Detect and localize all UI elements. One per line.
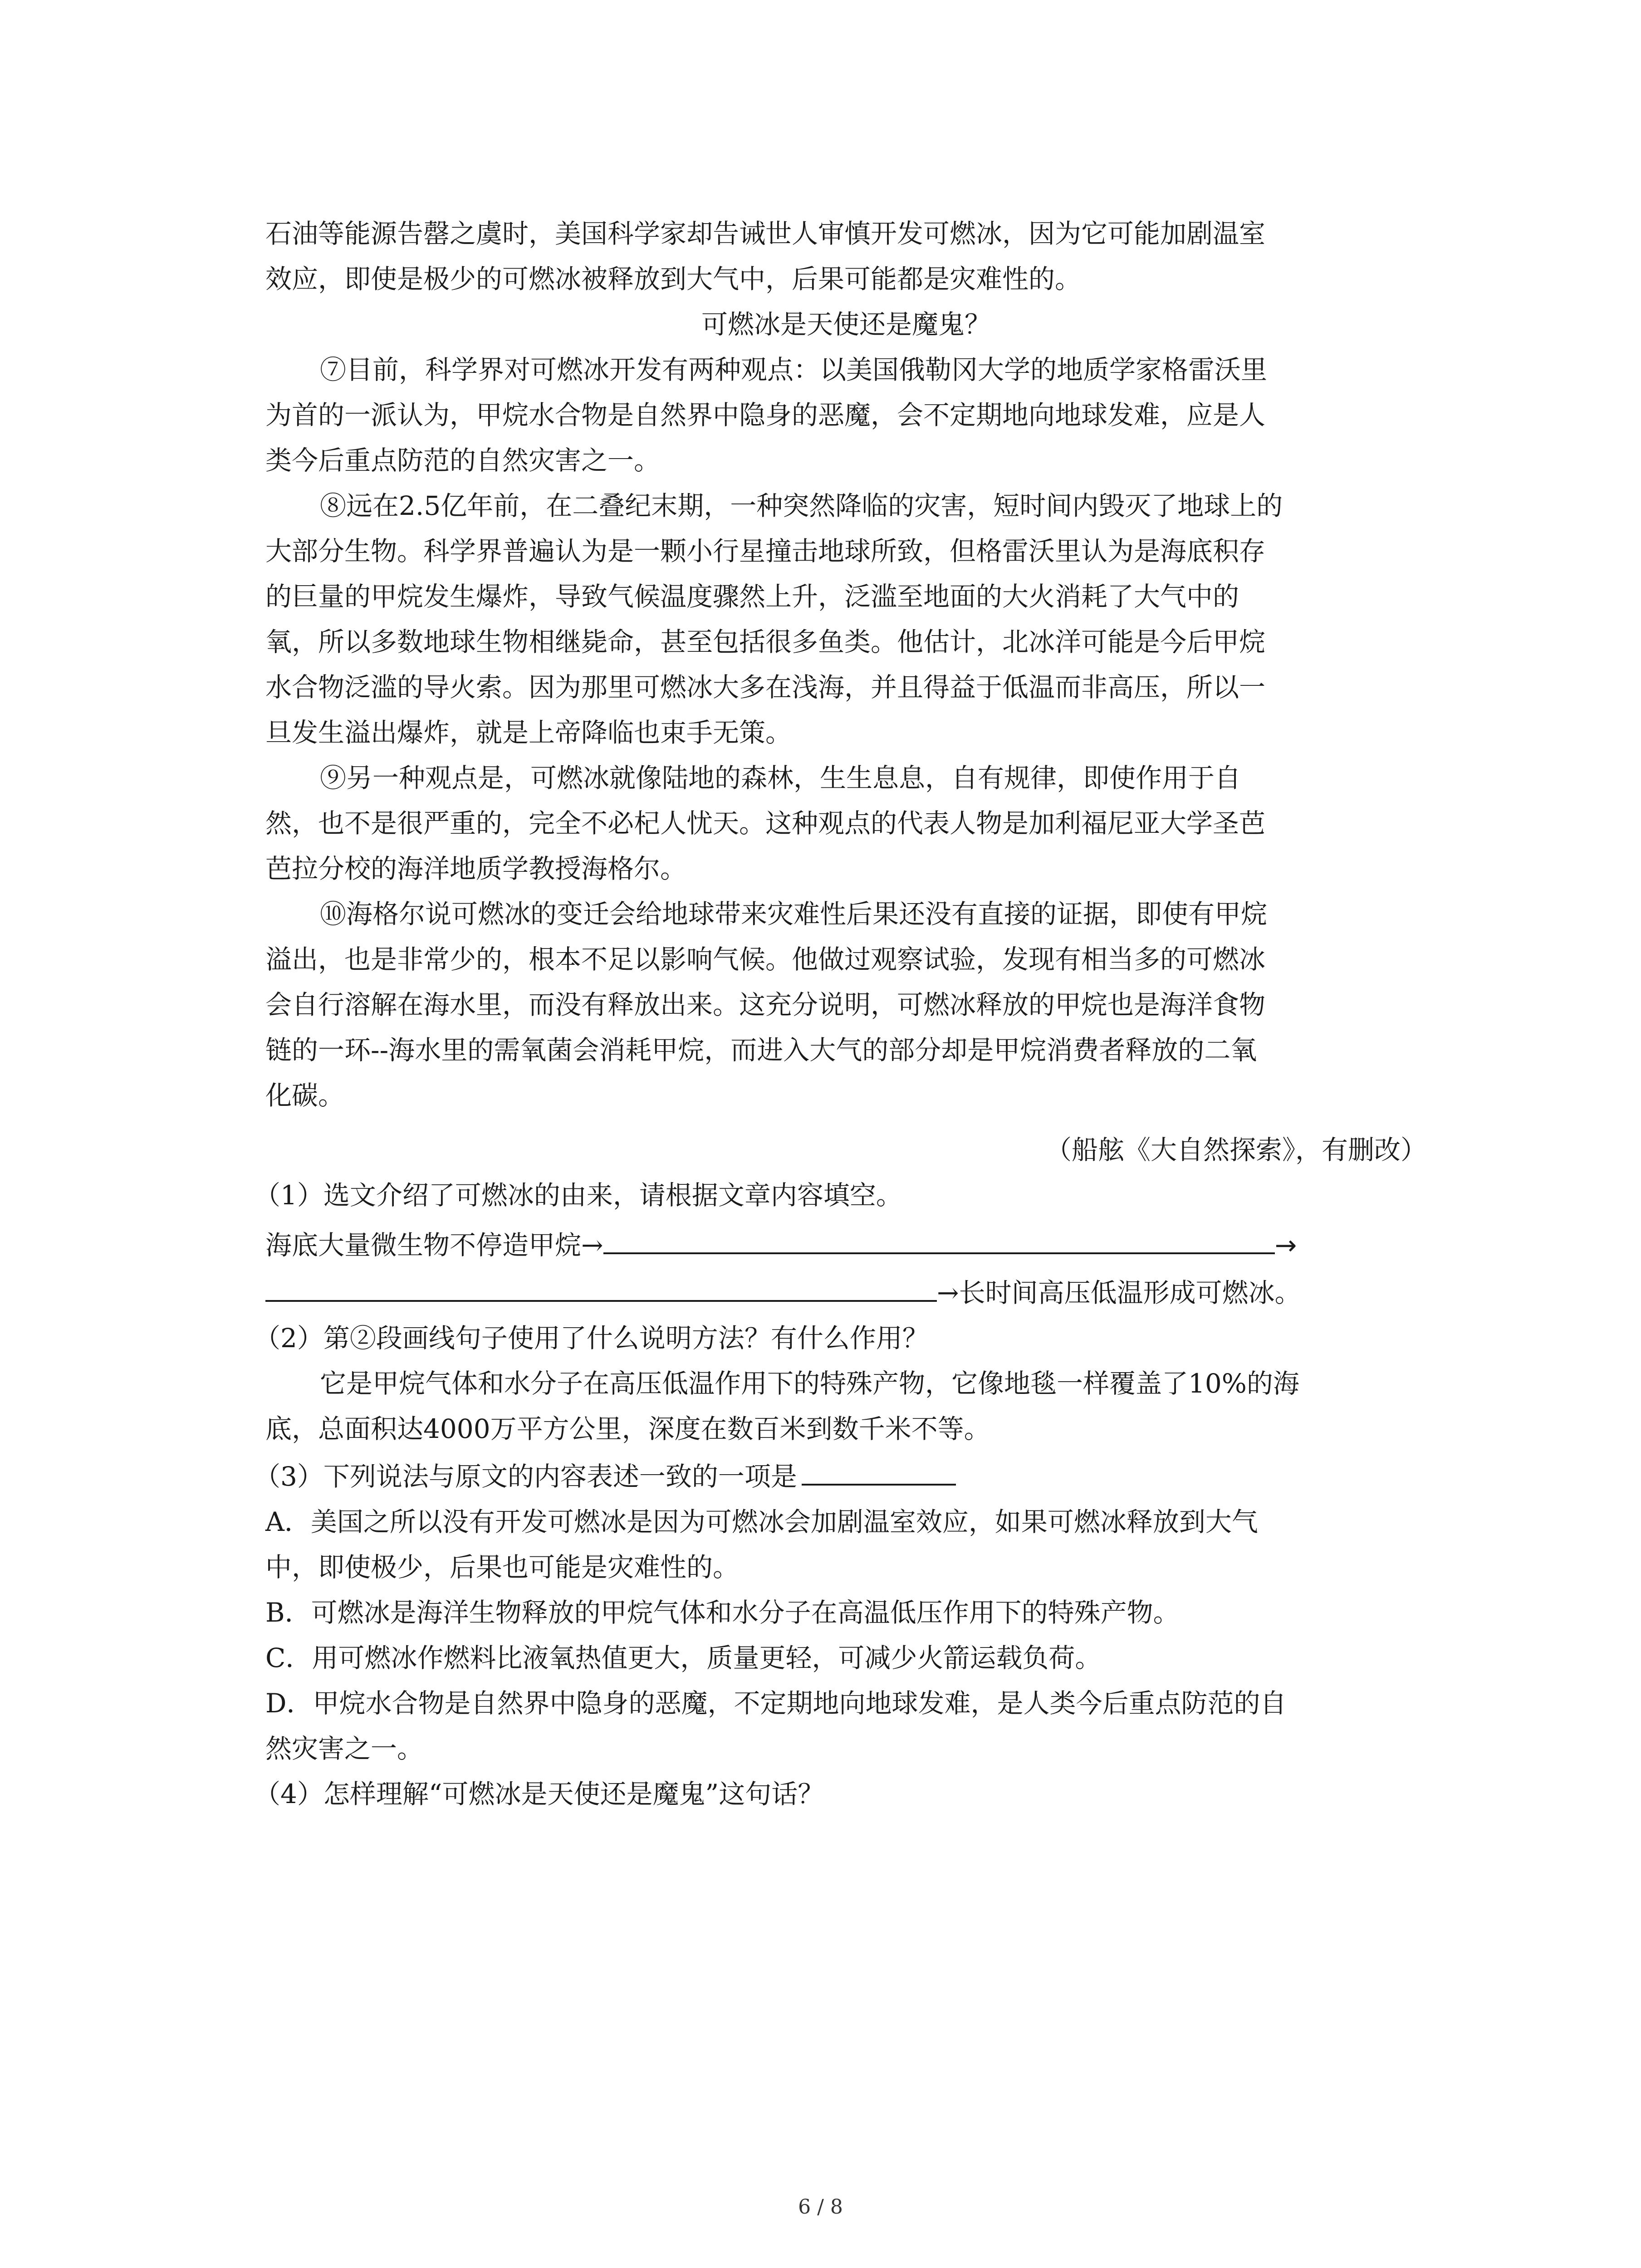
paragraph-6-line-2: 效应，即使是极少的可燃冰被释放到大气中，后果可能都是灾难性的。: [265, 264, 1082, 294]
question-3-option-a-line-1: A．美国之所以没有开发可燃冰是因为可燃冰会加剧温室效应，如果可燃冰释放到大气: [265, 1506, 1258, 1537]
question-4: （4）怎样理解“可燃冰是天使还是魔鬼”这句话？: [254, 1779, 824, 1809]
question-2-quote-line-2: 底，总面积达4000万平方公里，深度在数百米到数千米不等。: [265, 1413, 990, 1444]
question-3-option-d-line-1: D．甲烷水合物是自然界中隐身的恶魔，不定期地向地球发难，是人类今后重点防范的自: [265, 1688, 1287, 1719]
question-1-arrow: →: [1274, 1230, 1297, 1261]
paragraph-9-line-2: 然，也不是很严重的，完全不必杞人忧天。这种观点的代表人物是加利福尼亚大学圣芭: [265, 808, 1266, 839]
paragraph-9-line-3: 芭拉分校的海洋地质学教授海格尔。: [265, 853, 687, 884]
question-3-option-b: B．可燃冰是海洋生物释放的甲烷气体和水分子在高温低压作用下的特殊产物。: [265, 1597, 1180, 1628]
question-1-blank-2[interactable]: [265, 1273, 937, 1302]
paragraph-10-line-2: 溢出，也是非常少的，根本不足以影响气候。他做过观察试验，发现有相当多的可燃冰: [265, 944, 1266, 975]
question-3-option-d-line-2: 然灾害之一。: [265, 1733, 424, 1764]
paragraph-8-line-5: 水合物泛滥的导火索。因为那里可燃冰大多在浅海，并且得益于低温而非高压，所以一: [265, 672, 1266, 703]
question-3-row: [254, 1456, 1434, 1497]
question-1: （1）选文介绍了可燃冰的由来，请根据文章内容填空。: [254, 1180, 902, 1211]
paragraph-9-line-1: ⑨另一种观点是，可燃冰就像陆地的森林，生生息息，自有规律，即使作用于自: [320, 763, 1241, 793]
paragraph-6-line-1: 石油等能源告罄之虞时，美国科学家却告诫世人审慎开发可燃冰，因为它可能加剧温室: [265, 218, 1266, 249]
paragraph-7-line-1: ⑦目前，科学界对可燃冰开发有两种观点：以美国俄勒冈大学的地质学家格雷沃里: [320, 354, 1268, 385]
paragraph-8-line-3: 的巨量的甲烷发生爆炸，导致气候温度骤然上升，泛滥至地面的大火消耗了大气中的: [265, 581, 1239, 612]
question-1-fill-row-2: [265, 1272, 1427, 1313]
article-source: （船舷《大自然探索》，有删改）: [1045, 1134, 1427, 1165]
question-1-fill-row-1: [265, 1225, 1427, 1266]
paragraph-7-line-2: 为首的一派认为，甲烷水合物是自然界中隐身的恶魔，会不定期地向地球发难，应是人: [265, 400, 1266, 430]
paragraph-8-line-1: ⑧远在2.5亿年前，在二叠纪末期，一种突然降临的灾害，短时间内毁灭了地球上的: [320, 490, 1283, 521]
question-2-quote-line-1: 它是甲烷气体和水分子在高压低温作用下的特殊产物，它像地毯一样覆盖了10%的海: [320, 1368, 1299, 1399]
paragraph-10-line-3: 会自行溶解在海水里，而没有释放出来。这充分说明，可燃冰释放的甲烷也是海洋食物: [265, 989, 1266, 1020]
paragraph-10-line-5: 化碳。: [265, 1080, 345, 1111]
question-1-fill-start: 海底大量微生物不停造甲烷→: [265, 1230, 603, 1261]
paragraph-8-line-2: 大部分生物。科学界普遍认为是一颗小行星撞击地球所致，但格雷沃里认为是海底积存: [265, 536, 1266, 567]
question-3-option-a-line-2: 中，即使极少，后果也可能是灾难性的。: [265, 1552, 740, 1583]
question-3-answer-blank[interactable]: [802, 1457, 956, 1486]
question-3-option-c: C．用可燃冰作燃料比液氧热值更大，质量更轻，可减少火箭运载负荷。: [265, 1642, 1102, 1673]
paragraph-8-line-6: 旦发生溢出爆炸，就是上帝降临也束手无策。: [265, 717, 792, 748]
question-2: （2）第②段画线句子使用了什么说明方法？有什么作用？: [254, 1323, 929, 1354]
question-1-blank-1[interactable]: [603, 1225, 1275, 1254]
paragraph-8-line-4: 氧，所以多数地球生物相继毙命，甚至包括很多鱼类。他估计，北冰洋可能是今后甲烷: [265, 626, 1266, 657]
question-1-fill-end: →长时间高压低温形成可燃冰。: [937, 1277, 1301, 1308]
section-subtitle: 可燃冰是天使还是魔鬼？: [701, 309, 991, 340]
question-3: （3）下列说法与原文的内容表述一致的一项是: [254, 1461, 797, 1492]
paragraph-10-line-1: ⑩海格尔说可燃冰的变迁会给地球带来灾难性后果还没有直接的证据，即使有甲烷: [320, 899, 1268, 929]
paragraph-10-line-4: 链的一环--海水里的需氧菌会消耗甲烷，而进入大气的部分却是甲烷消费者释放的二氧: [265, 1035, 1257, 1066]
paragraph-7-line-3: 类今后重点防范的自然灾害之一。: [265, 445, 661, 476]
page-number: 6 / 8: [798, 2195, 843, 2219]
